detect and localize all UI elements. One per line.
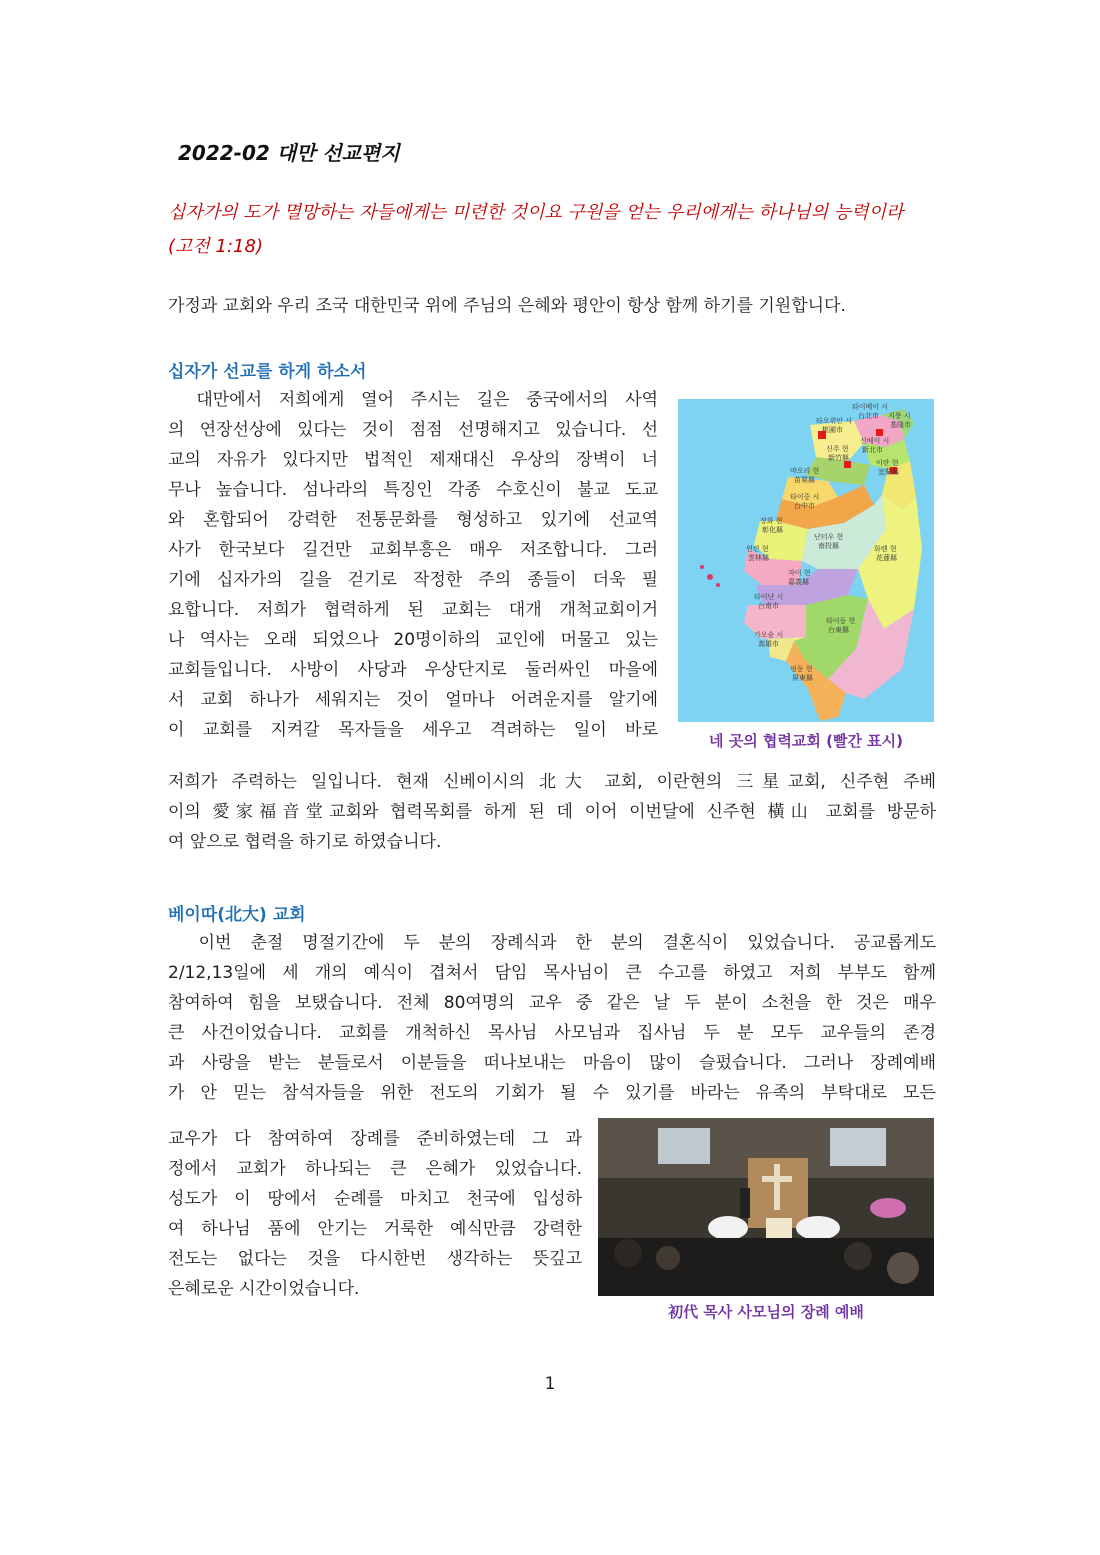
text-line: 이 교회를 지켜갈 목자들을 세우고 격려하는 일이 바로 [168,720,658,740]
text-line: 가 안 믿는 참석자들을 위한 전도의 기회가 될 수 있기를 바라는 유족의 부탁대로 모든 [168,1083,936,1103]
map-label: 基隆市 [890,421,911,429]
map-label: 신베이 시 [860,437,890,445]
penghu-island [716,583,720,587]
text-line: 과 사랑을 받는 분들로서 이분들을 떠나보내는 마음이 많이 슬펐습니다. 그러나 장례예배 [168,1053,936,1073]
greeting-paragraph: 가정과 교회와 우리 조국 대한민국 위에 주님의 은혜와 평안이 항상 함께 하기를 기원합니다. [168,296,846,316]
map-label: 먀오리 현 [790,467,820,475]
congregation-shadow [598,1238,934,1296]
bible-verse [168,196,948,264]
map-label: 가오슝 시 [754,631,784,639]
text-line: 이번 춘절 명절기간에 두 분의 장례식과 한 분의 결혼식이 있었습니다. 공교롭게도 [168,933,936,953]
attendee-head [656,1246,680,1270]
map-label: 자이 현 [788,569,811,577]
map-label: 화롄 현 [874,545,897,553]
map-label: 高雄市 [758,640,779,648]
text-line: 2/12,13일에 세 개의 예식이 겹쳐서 담임 목사님이 큰 수고를 하였고 저희 부부도 함께 [168,963,936,983]
text-line: 나 역사는 오래 되었으나 20명이하의 교인에 머물고 있는 [168,630,658,650]
text-line: 전도는 없다는 것을 다시한번 생각하는 뜻깊고 [168,1249,582,1269]
text-line: 은혜로운 시간이었습니다. [168,1279,360,1299]
flowers-right [796,1216,840,1240]
section1-paragraph-full [168,767,936,857]
text-line: 저희가 주력하는 일입니다. 현재 신베이시의 北大 교회, 이란현의 三星교회, 신주현 주베 [168,772,936,792]
text-line: 무나 높습니다. 섬나라의 특징인 각종 수호신이 불교 도교 [168,480,658,500]
text-line: 정에서 교회가 하나되는 큰 은혜가 있었습니다. [168,1159,582,1179]
map-label: 장화 현 [760,517,783,525]
section-heading-beida-church: 베이따(北大) 교회 [168,905,306,925]
penghu-island [700,565,704,569]
funeral-photo-illustration [598,1118,934,1296]
church-marker [876,429,883,436]
map-label: 台東縣 [828,626,849,634]
map-label: 난터우 현 [814,533,844,541]
taiwan-map [678,399,934,722]
taiwan-map-figure [678,399,934,722]
map-label: 新竹縣 [828,454,849,462]
map-label: 苗栗縣 [794,476,815,484]
map-label: 윈린 현 [746,545,769,553]
text-line: 이의 愛家福音堂교회와 협력목회를 하게 된 데 이어 이번달에 신주현 橫山 교회를 방문하 [168,802,936,822]
text-line: 교우가 다 참여하여 장례를 준비하였는데 그 과 [168,1129,582,1149]
map-label: 台南市 [758,602,779,610]
page-number: 1 [544,1374,556,1394]
church-marker [844,461,851,468]
cross-horizontal [762,1176,792,1182]
map-label: 타이둥 현 [826,617,856,625]
map-label: 타이베이 시 [852,403,889,411]
penghu-island [707,574,713,580]
screen-right [830,1128,886,1166]
text-line: 성도가 이 땅에서 순례를 마치고 천국에 입성하 [168,1189,582,1209]
text-line: 요합니다. 저희가 협력하게 된 교회는 대개 개척교회이거 [168,600,658,620]
flowers-left [708,1216,748,1240]
section1-paragraph-narrow [168,385,658,745]
flowers-pink [870,1198,906,1218]
map-label: 新北市 [862,446,883,454]
cross-vertical [774,1164,780,1210]
map-label: 彰化縣 [762,526,783,534]
verse-line: 십자가의 도가 멸망하는 자들에게는 미련한 것이요 구원을 얻는 우리에게는 하나님의 능력이라 [168,202,904,223]
text-line: 의 연장선상에 있다는 것이 점점 선명해지고 있습니다. 선 [168,420,658,440]
photo-caption: 初代 목사 사모님의 장례 예배 [668,1303,864,1321]
map-label: 花蓮縣 [876,554,897,562]
map-label: 타오위안 시 [816,417,853,425]
map-label: 이란 현 [876,459,899,467]
attendee-head [887,1252,919,1284]
map-label: 신주 현 [826,445,849,453]
text-line: 기에 십자가의 길을 걷기로 작정한 주의 종들이 더욱 필 [168,570,658,590]
map-label: 南投縣 [818,542,839,550]
text-line: 교회들입니다. 사방이 사당과 우상단지로 둘러싸인 마을에 [168,660,658,680]
section2-paragraph-full [168,928,936,1108]
section-heading-cross-mission: 십자가 선교를 하게 하소서 [168,362,367,382]
text-line: 대만에서 저희에게 열어 주시는 길은 중국에서의 사역 [168,390,658,410]
map-label: 嘉義縣 [788,578,809,586]
text-line: 여 앞으로 협력을 하기로 하였습니다. [168,832,442,852]
text-line: 와 혼합되어 강력한 전통문화를 형성하고 있기에 선교역 [168,510,658,530]
text-line: 여 하나님 품에 안기는 거룩한 예식만큼 강력한 [168,1219,582,1239]
text-line: 참여하여 힘을 보탰습니다. 전체 80여명의 교우 중 같은 날 두 분이 소천을 한 것은 매우 [168,993,936,1013]
document-title: 2022-02 대만 선교편지 [178,141,400,165]
pastor-figure [740,1188,750,1218]
map-label: 타이난 시 [754,593,784,601]
text-line: 사가 한국보다 길건만 교회부흥은 매우 저조합니다. 그러 [168,540,658,560]
screen-left [658,1128,710,1164]
map-label: 屏東縣 [792,674,813,682]
funeral-service-photo [598,1118,934,1296]
map-label: 雲林縣 [748,554,769,562]
attendee-head [844,1242,872,1270]
text-line: 서 교회 하나가 세워지는 것이 얼마나 어려운지를 알기에 [168,690,658,710]
section2-paragraph-narrow [168,1124,582,1304]
text-line: 큰 사건이었습니다. 교회를 개척하신 목사님 사모님과 집사님 두 분 모두 교우들의 존경 [168,1023,936,1043]
verse-reference: (고전 1:18) [168,236,263,257]
map-caption: 네 곳의 협력교회 (빨간 표시) [709,732,903,750]
text-line: 교의 자유가 있다지만 법적인 제재대신 우상의 장벽이 너 [168,450,658,470]
map-label: 핑둥 현 [790,665,813,673]
map-label: 桃園市 [822,426,843,434]
map-label: 台北市 [858,412,879,420]
map-label: 타이중 시 [790,493,820,501]
map-label: 지룽 시 [888,412,911,420]
attendee-head [614,1239,642,1267]
map-label: 台中市 [794,502,815,510]
map-label: 宜蘭縣 [878,468,899,476]
